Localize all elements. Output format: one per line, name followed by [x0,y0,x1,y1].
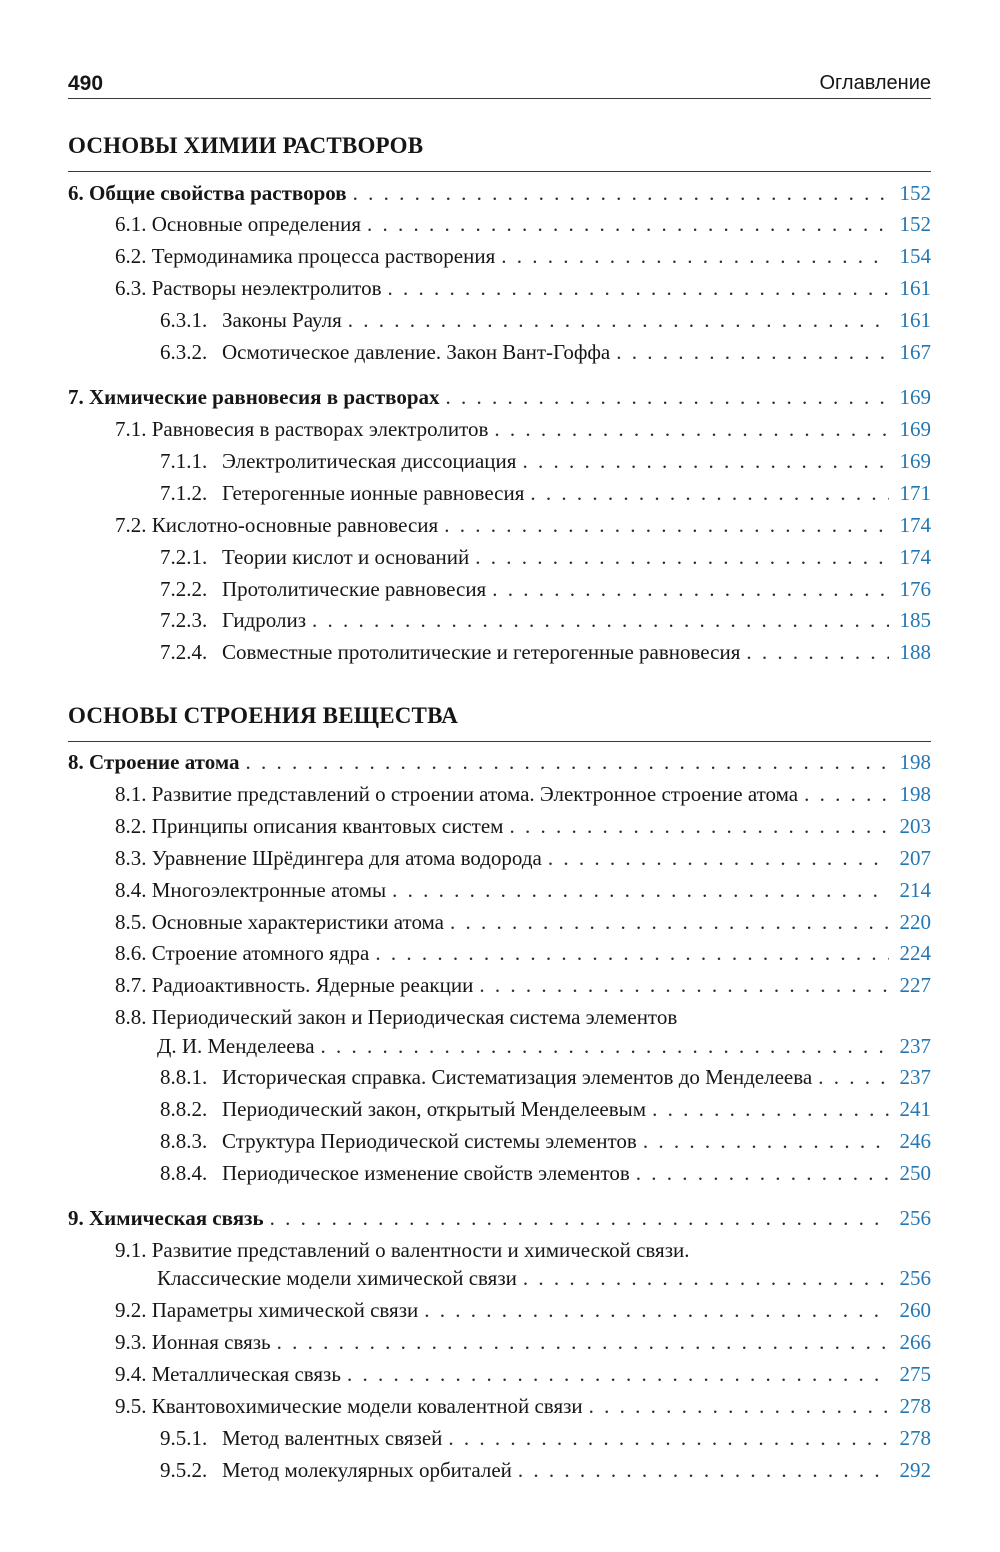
dot-leader [818,1062,889,1092]
toc-page-link[interactable]: 256 [899,1266,931,1290]
toc-title: Равновесия в растворах электролитов [151,417,489,441]
toc-section-6-3[interactable] [115,273,931,303]
toc-title: Метод молекулярных орбиталей [222,1458,512,1482]
toc-section-8-2[interactable] [115,811,931,841]
toc-page-link[interactable]: 198 [899,750,931,774]
toc-number: 7.1.1. [160,449,208,473]
toc-number: 8.2. [115,814,147,838]
dot-leader [446,382,889,412]
toc-page-link[interactable]: 220 [899,910,931,934]
toc-page-link[interactable]: 171 [899,481,931,505]
toc-page-link[interactable]: 185 [899,608,931,632]
toc-subsection-7-2-4[interactable] [160,637,931,667]
toc-page-link[interactable]: 174 [899,513,931,537]
toc-section-9-1[interactable] [115,1235,931,1265]
toc-title: Развитие представлений о строении атома. Электронное строение атома [151,782,799,806]
toc-title: Периодический закон и Периодическая система элементов [151,1005,678,1029]
toc-section-9-4[interactable] [115,1359,931,1389]
toc-page-link[interactable]: 278 [899,1426,931,1450]
toc-section-8-1[interactable] [115,779,931,809]
toc-section-7-2[interactable] [115,510,931,540]
toc-number: 9.3. [115,1330,147,1354]
toc-number: 9.5.2. [160,1458,208,1482]
toc-section-9-1-continued[interactable] [157,1263,931,1293]
toc-section-6-1[interactable] [115,209,931,239]
toc-chapter-7[interactable] [68,382,931,412]
dot-leader [424,1295,889,1325]
toc-page-link[interactable]: 198 [899,782,931,806]
toc-number: 7.1. [115,417,147,441]
toc-title: Историческая справка. Систематизация элементов до Менделеева [222,1065,813,1089]
toc-section-8-8-continued[interactable] [157,1031,931,1061]
toc-page-link[interactable]: 278 [899,1394,931,1418]
toc-title: Ионная связь [151,1330,271,1354]
toc-number: 7.2.2. [160,577,208,601]
toc-title: Уравнение Шрёдингера для атома водорода [151,846,542,870]
toc-page-link[interactable]: 260 [899,1298,931,1322]
toc-title: Теории кислот и оснований [222,545,470,569]
toc-page-link[interactable]: 207 [899,846,931,870]
toc-subsection-7-2-1[interactable] [160,542,931,572]
toc-subsection-9-5-2[interactable] [160,1455,931,1485]
toc-page-link[interactable]: 176 [899,577,931,601]
dot-leader [494,414,889,444]
toc-number: 9.2. [115,1298,147,1322]
toc-title-continued: Д. И. Менделеева [157,1034,315,1058]
toc-page-link[interactable]: 227 [899,973,931,997]
running-title: Оглавление [819,72,931,94]
toc-page-link[interactable]: 250 [899,1161,931,1185]
toc-page-link[interactable]: 203 [899,814,931,838]
toc-number: 7.1.2. [160,481,208,505]
toc-section-9-5[interactable] [115,1391,931,1421]
toc-page-link[interactable]: 169 [899,385,931,409]
page-number: 490 [68,72,104,95]
toc-page-link[interactable]: 167 [899,340,931,364]
dot-leader [448,1423,889,1453]
part-divider [68,171,931,172]
dot-leader [548,843,889,873]
toc-number: 9.4. [115,1362,147,1386]
toc-number: 6.3.1. [160,308,208,332]
dot-leader [246,747,890,777]
toc-section-8-3[interactable] [115,843,931,873]
dot-leader [270,1203,889,1233]
toc-title: Совместные протолитические и гетерогенные равновесия [222,640,741,664]
dot-leader [479,970,889,1000]
toc-title: Многоэлектронные атомы [151,878,387,902]
toc-title: Растворы неэлектролитов [151,276,382,300]
toc-title: Общие свойства растворов [89,181,347,205]
toc-title: Радиоактивность. Ядерные реакции [151,973,474,997]
toc-number: 9.5.1. [160,1426,208,1450]
toc-title: Периодический закон, открытый Менделеевым [222,1097,647,1121]
toc-title: Химические равновесия в растворах [89,385,440,409]
toc-section-8-7[interactable] [115,970,931,1000]
toc-title: Электролитическая диссоциация [222,449,517,473]
dot-leader [636,1158,889,1188]
dot-leader [509,811,889,841]
part-title-structure: ОСНОВЫ СТРОЕНИЯ ВЕЩЕСТВА [68,703,459,728]
toc-number: 8.4. [115,878,147,902]
toc-page-link[interactable]: 154 [899,244,931,268]
toc-number: 7.2.1. [160,545,208,569]
toc-subsection-8-8-4[interactable] [160,1158,931,1188]
dot-leader [277,1327,889,1357]
toc-subsection-8-8-2[interactable] [160,1094,931,1124]
part-divider [68,741,931,742]
toc-page-link[interactable]: 256 [899,1206,931,1230]
dot-leader [444,510,889,540]
dot-leader [347,1359,889,1389]
toc-number: 6. [68,181,84,205]
toc-page-link[interactable]: 266 [899,1330,931,1354]
toc-title: Химическая связь [89,1206,264,1230]
toc-chapter-6[interactable] [68,178,931,208]
toc-title: Строение атома [89,750,240,774]
toc-page-link[interactable]: 214 [899,878,931,902]
toc-section-7-1[interactable] [115,414,931,444]
running-head [68,70,931,99]
toc-title: Металлическая связь [151,1362,341,1386]
toc-section-6-2[interactable] [115,241,931,271]
toc-subsection-7-2-3[interactable] [160,605,931,635]
toc-number: 8.8.1. [160,1065,208,1089]
toc-title-continued: Классические модели химической связи [157,1266,517,1290]
dot-leader [616,337,889,367]
toc-number: 8.3. [115,846,147,870]
dot-leader [522,446,889,476]
toc-subsection-7-1-2[interactable] [160,478,931,508]
dot-leader [475,542,889,572]
toc-number: 9. [68,1206,84,1230]
toc-subsection-6-3-1[interactable] [160,305,931,335]
dot-leader [312,605,889,635]
toc-page-link[interactable]: 224 [899,941,931,965]
toc-title: Развитие представлений о валентности и химической связи. [151,1238,690,1262]
dot-leader [450,907,889,937]
toc-subsection-6-3-2[interactable] [160,337,931,367]
toc-page-link[interactable]: 237 [899,1034,931,1058]
toc-chapter-9[interactable] [68,1203,931,1233]
toc-number: 8. [68,750,84,774]
dot-leader [392,875,889,905]
dot-leader [348,305,889,335]
dot-leader [643,1126,889,1156]
toc-chapter-8[interactable] [68,747,931,777]
toc-title: Законы Рауля [222,308,342,332]
toc-number: 7.2. [115,513,147,537]
toc-title: Периодическое изменение свойств элементов [222,1161,630,1185]
toc-number: 6.1. [115,212,147,236]
toc-title: Кислотно-основные равновесия [151,513,439,537]
toc-title: Строение атомного ядра [151,941,370,965]
toc-section-9-3[interactable] [115,1327,931,1357]
toc-number: 8.1. [115,782,147,806]
part-title-solutions: ОСНОВЫ ХИМИИ РАСТВОРОВ [68,133,424,158]
toc-title: Гидролиз [222,608,306,632]
dot-leader [652,1094,889,1124]
dot-leader [501,241,889,271]
dot-leader [353,178,889,208]
dot-leader [388,273,890,303]
dot-leader [589,1391,889,1421]
toc-number: 8.7. [115,973,147,997]
toc-number: 8.6. [115,941,147,965]
toc-number: 7.2.3. [160,608,208,632]
toc-number: 7.2.4. [160,640,208,664]
toc-page-link[interactable]: 275 [899,1362,931,1386]
dot-leader [492,574,889,604]
toc-page-link[interactable]: 174 [899,545,931,569]
toc-title: Осмотическое давление. Закон Вант-Гоффа [222,340,611,364]
toc-page-link[interactable]: 188 [899,640,931,664]
toc-subsection-8-8-3[interactable] [160,1126,931,1156]
toc-number: 9.1. [115,1238,147,1262]
toc-section-8-5[interactable] [115,907,931,937]
toc-title: Гетерогенные ионные равновесия [222,481,525,505]
toc-subsection-9-5-1[interactable] [160,1423,931,1453]
toc-subsection-7-2-2[interactable] [160,574,931,604]
toc-title: Основные характеристики атома [151,910,445,934]
toc-page-link[interactable]: 161 [899,276,931,300]
toc-page-link[interactable]: 246 [899,1129,931,1153]
toc-number: 6.3.2. [160,340,208,364]
toc-number: 8.8.4. [160,1161,208,1185]
toc-title: Структура Периодической системы элементов [222,1129,637,1153]
dot-leader [367,209,889,239]
dot-leader [746,637,889,667]
toc-page-link[interactable]: 292 [899,1458,931,1482]
dot-leader [523,1263,889,1293]
toc-number: 8.8.2. [160,1097,208,1121]
toc-title: Принципы описания квантовых систем [151,814,504,838]
toc-title: Метод валентных связей [222,1426,443,1450]
toc-section-9-2[interactable] [115,1295,931,1325]
toc-title: Термодинамика процесса растворения [151,244,496,268]
toc-title: Основные определения [151,212,362,236]
toc-section-8-8[interactable] [115,1002,931,1032]
toc-number: 8.5. [115,910,147,934]
toc-number: 6.3. [115,276,147,300]
toc-page-link[interactable]: 237 [899,1065,931,1089]
toc-number: 8.8.3. [160,1129,208,1153]
toc-title: Параметры химической связи [151,1298,419,1322]
toc-number: 9.5. [115,1394,147,1418]
toc-title: Квантовохимические модели ковалентной связи [151,1394,583,1418]
toc-section-8-4[interactable] [115,875,931,905]
toc-section-8-6[interactable] [115,938,931,968]
toc-page-link[interactable]: 169 [899,449,931,473]
toc-number: 7. [68,385,84,409]
dot-leader [804,779,889,809]
toc-page-link[interactable]: 161 [899,308,931,332]
toc-number: 6.2. [115,244,147,268]
dot-leader [518,1455,889,1485]
toc-page-link[interactable]: 152 [899,212,931,236]
toc-title: Протолитические равновесия [222,577,487,601]
toc-subsection-8-8-1[interactable] [160,1062,931,1092]
toc-subsection-7-1-1[interactable] [160,446,931,476]
toc-page-link[interactable]: 169 [899,417,931,441]
toc-page-link[interactable]: 241 [899,1097,931,1121]
toc-page-link[interactable]: 152 [899,181,931,205]
dot-leader [530,478,889,508]
toc-number: 8.8. [115,1005,147,1029]
dot-leader [321,1031,889,1061]
dot-leader [375,938,889,968]
